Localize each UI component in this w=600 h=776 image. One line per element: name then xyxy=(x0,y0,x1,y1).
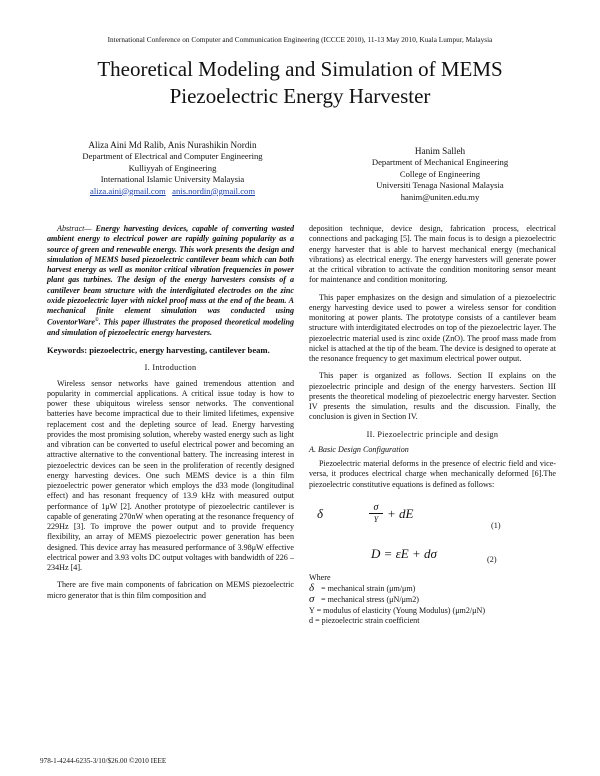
eq2-number: (2) xyxy=(487,554,497,564)
eq1-num: σ xyxy=(369,502,383,514)
conference-header: International Conference on Computer and Communication Engineering (ICCCE 2010), 11-13 May 2010, Kuala Lumpur, Malaysia xyxy=(107,36,493,44)
eq2-body: D = εE + dσ xyxy=(371,545,437,561)
def-text: = mechanical strain (μm/μm) xyxy=(321,584,416,593)
equation-2 xyxy=(309,543,556,573)
title-line-1: Theoretical Modeling and Simulation of MEMS xyxy=(97,57,503,81)
title-line-2: Piezoelectric Energy Harvester xyxy=(169,84,431,108)
def-symbol: δ xyxy=(309,582,315,594)
author-univ: International Islamic University Malaysia xyxy=(100,174,245,185)
abstract-reg: © xyxy=(94,318,99,324)
author-name-right: Hanim Salleh xyxy=(414,146,466,156)
author-faculty: Kulliyyah of Engineering xyxy=(128,162,217,173)
author-email-right: hanim@uniten.edu.my xyxy=(400,191,480,202)
abstract xyxy=(47,224,294,338)
definition-row xyxy=(309,594,556,605)
equation-1 xyxy=(309,497,556,543)
definition-row xyxy=(309,606,556,616)
page-footer: 978-1-4244-6235-3/10/$26.00 ©2010 IEEE xyxy=(40,757,167,765)
subsection-a-heading: A. Basic Design Configuration xyxy=(309,444,409,454)
author-dept-right: Department of Mechanical Engineering xyxy=(371,157,509,168)
intro-paragraph-1: Wireless sensor networks have gained tremendous attention and popularity in commercial applications. A critical issue today is how to power these ubiquitous wireless sensor networks. The conventional batteries have become impractical due to their limited lifetimes, expensive replacement cost and the depleting source of lead. Energy harvesting provides the most promising solution, whereby wasted energy such as light and vibration can be converted to useful electrical power and becoming an attractive alternative to the conventional battery. The increasing interest in piezoelectric devices can be seen in the proliferation of recently designed energy harvesting devices. One such MEMS device is a thin film piezoelectric power generator which employs the d33 mode (longitudinal effect) and has resonant frequency of 13.9 kHz with measured output performance of 1μW [2]. Another prototype of piezoelectric cantilever is capable of generating 270nW when operating at the resonance frequency of 229Hz [3]. To improve the power output and to provide frequency flexibility, an array of MEMS piezoelectric power generation has been designed. This device array has measured performance of 3.98μW effective electrical power and 3.93 volts DC output voltages with bandwidth of 226 – 234Hz [4]. xyxy=(47,378,294,573)
eq1-lhs: δ xyxy=(317,505,324,521)
author-univ-right: Universiti Tenaga Nasional Malaysia xyxy=(376,180,504,191)
abstract-body: Energy harvesting devices, capable of converting wasted ambient energy to electrical power are rapidly gaining popularity as a source of green and renewable energy. This work presents the design and simulation of MEMS based piezoelectric cantilever beam which can both harvest energy as well as monitor critical vibration frequencies in power plant gas turbines. The design of the energy harvesters consists of a cantilever beam structure with the interdigitated electrodes on the zinc oxide piezoelectric layer with nickel proof mass at the end of the beam. A mechanical finite element simulation was conducted using CoventorWare xyxy=(47,224,294,327)
intro-paragraph-2: There are five main components of fabrication on MEMS piezoelectric micro generator that is thin film composition and xyxy=(47,580,294,600)
abstract-tail: . This paper illustrates the proposed theoretical modeling and simulation of piezoelectric energy harvesters. xyxy=(47,317,294,338)
eq1-fraction xyxy=(369,502,383,525)
right-column xyxy=(309,224,556,626)
paper-title xyxy=(40,56,560,110)
abstract-lead: Abstract— xyxy=(57,224,92,233)
definition-row xyxy=(309,616,556,626)
right-paragraph-4: Piezoelectric material deforms in the presence of electric field and vice-versa, it produces electrical charge when mechanically deformed [6].The piezoelectric constitutive equations is defined as follows: xyxy=(309,459,556,489)
definition-row xyxy=(309,583,556,594)
def-text: Y = modulus of elasticity (Young Modulus) (μm2/μN) xyxy=(309,605,486,615)
right-paragraph-2: This paper emphasizes on the design and simulation of a piezoelectric energy harvesting device used to power a wireless sensor for condition monitoring at power plants. The prototype consists of a cantilever beam structure with interdigitated electrodes on top of the piezoelectric layer. The piezoelectric material used is zinc oxide (ZnO). The proof mass made from nickel is attached at the tip of the beam. The device is designed to operate at the resonance frequency to get maximum electrical power output. xyxy=(309,292,556,363)
right-paragraph-3: This paper is organized as follows. Section II explains on the piezoelectric principle and design of the energy harvesters. Section III presents the theoretical modeling of piezoelectric energy harvester. Section IV presents the simulation, results and the discussion. Finally, the conclusion is given in Section IV. xyxy=(309,371,556,422)
email-link-1[interactable]: aliza.aini@gmail.com xyxy=(90,185,166,196)
eq1-den: Y xyxy=(373,514,379,524)
left-column xyxy=(47,224,294,608)
author-college-right: College of Engineering xyxy=(399,168,481,179)
def-symbol: σ xyxy=(309,593,315,606)
author-block-left xyxy=(40,140,305,197)
keywords: Keywords: piezoelectric, energy harvesting, cantilever beam. xyxy=(47,345,270,356)
where-label: Where xyxy=(309,572,331,582)
eq1-rhs: + dE xyxy=(387,505,414,521)
def-text: d = piezoelectric strain coefficient xyxy=(309,615,420,625)
email-link-2[interactable]: anis.nordin@gmail.com xyxy=(172,185,255,196)
section-1-heading: I. Introduction xyxy=(144,363,197,373)
author-block-right xyxy=(335,146,545,203)
eq1-number: (1) xyxy=(491,520,501,530)
author-names: Aliza Aini Md Ralib, Anis Nurashikin Nordin xyxy=(88,140,257,150)
section-2-heading: II. Piezoelectric principle and design xyxy=(366,429,499,439)
def-text: = mechanical stress (μN/μm2) xyxy=(321,595,419,605)
right-paragraph-1: deposition technique, device design, fabrication process, electrical connections and packaging [5]. The main focus is to design a piezoelectric energy harvester that is able to harvest mechanical energy (mechanical vibrations) as electrical energy. The energy harvesters will generate power at the critical vibration to activate the condition monitoring sensor meant for maintenance and condition monitoring. xyxy=(309,224,556,285)
author-dept: Department of Electrical and Computer Engineering xyxy=(82,151,263,162)
